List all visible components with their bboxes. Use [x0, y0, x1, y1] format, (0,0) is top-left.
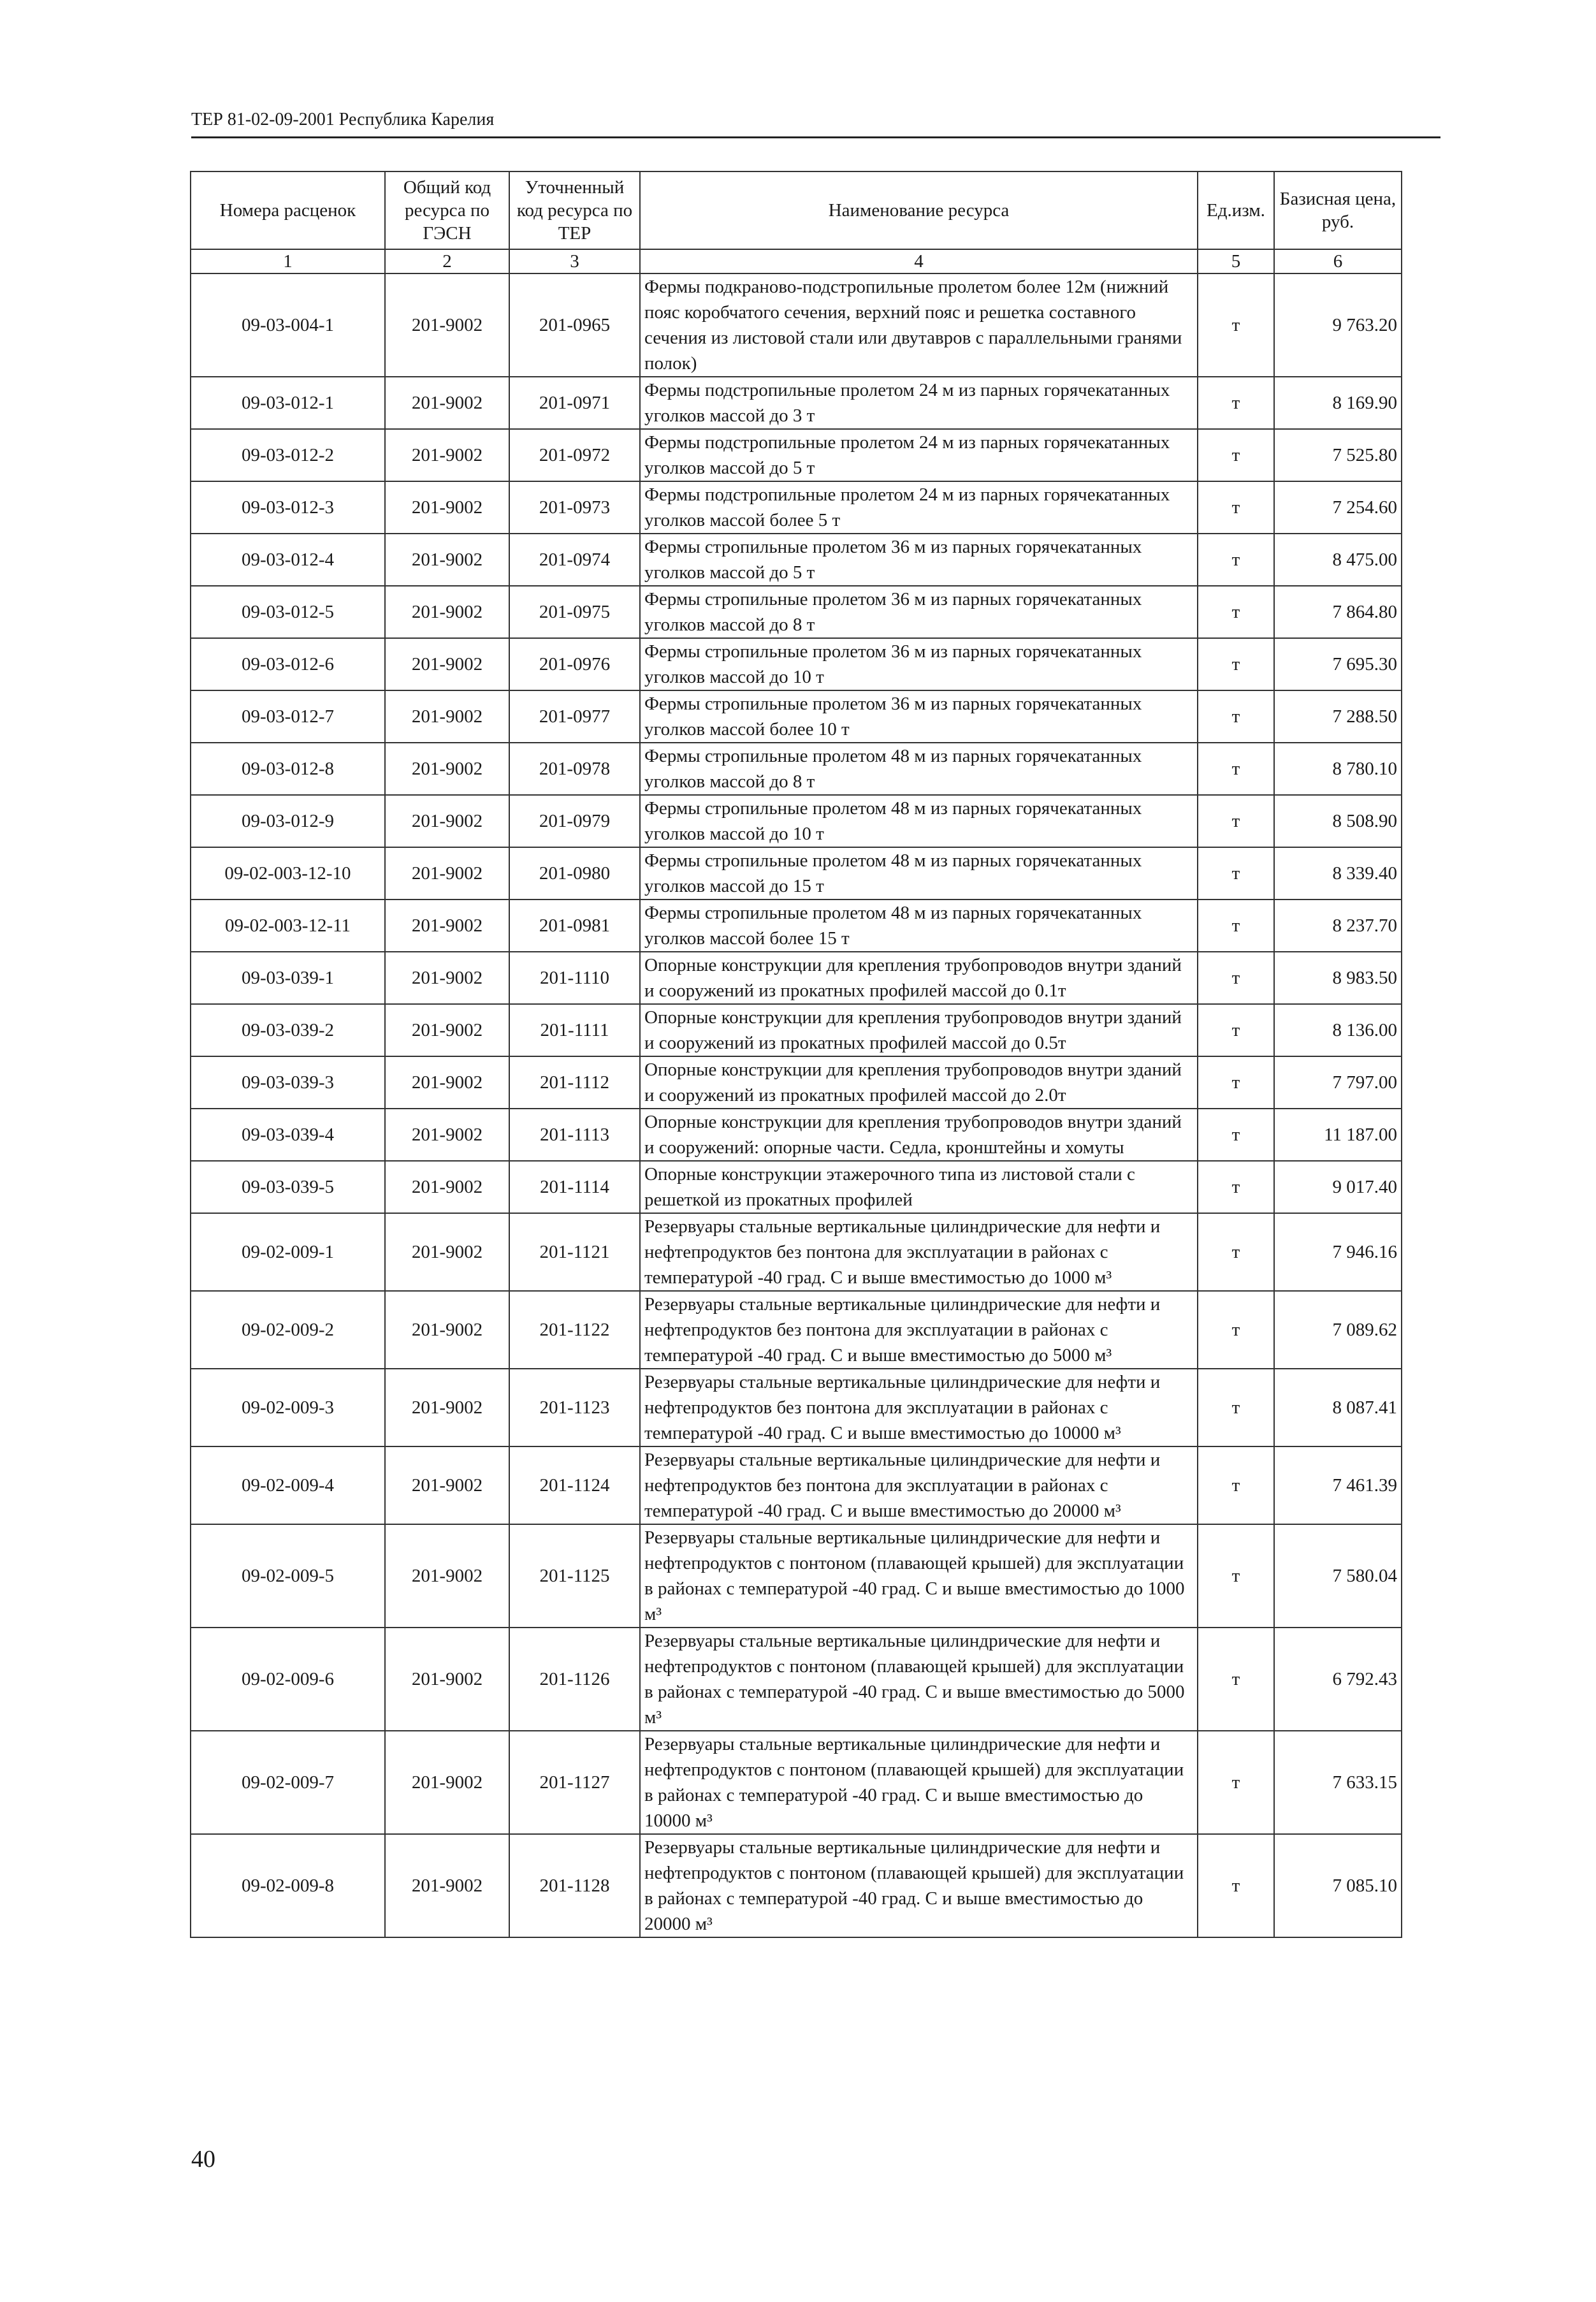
base-price: 8 475.00 — [1274, 534, 1402, 586]
resource-name: Фермы стропильные пролетом 48 м из парных горячекатанных уголков массой до 8 т — [640, 743, 1198, 795]
table-row — [191, 847, 1402, 900]
unit: т — [1198, 1834, 1274, 1937]
base-price: 8 136.00 — [1274, 1004, 1402, 1056]
rate-code: 09-02-003-12-10 — [191, 847, 385, 900]
base-price: 7 797.00 — [1274, 1056, 1402, 1109]
gesn-code: 201-9002 — [385, 952, 509, 1004]
unit: т — [1198, 1291, 1274, 1369]
ter-code: 201-0977 — [509, 690, 640, 743]
ter-code: 201-0974 — [509, 534, 640, 586]
ter-code: 201-0971 — [509, 377, 640, 429]
ter-code: 201-0979 — [509, 795, 640, 847]
column-number-row — [191, 249, 1402, 273]
unit: т — [1198, 586, 1274, 638]
ter-code: 201-1127 — [509, 1731, 640, 1834]
table-row — [191, 1628, 1402, 1731]
gesn-code: 201-9002 — [385, 586, 509, 638]
unit: т — [1198, 1213, 1274, 1291]
unit: т — [1198, 1004, 1274, 1056]
resource-name: Фермы подкраново-подстропильные пролетом более 12м (нижний пояс коробчатого сечения, верхний пояс и решетка составного сечения из листовой стали или двутавров с параллельными гранями полок) — [640, 273, 1198, 377]
table-row — [191, 1213, 1402, 1291]
header-rule — [191, 136, 1440, 138]
gesn-code: 201-9002 — [385, 429, 509, 481]
gesn-code: 201-9002 — [385, 1213, 509, 1291]
rate-code: 09-03-039-3 — [191, 1056, 385, 1109]
ter-code: 201-1126 — [509, 1628, 640, 1731]
resource-name: Фермы стропильные пролетом 36 м из парных горячекатанных уголков массой более 10 т — [640, 690, 1198, 743]
base-price: 11 187.00 — [1274, 1109, 1402, 1161]
base-price: 8 169.90 — [1274, 377, 1402, 429]
table-row — [191, 1834, 1402, 1937]
unit: т — [1198, 690, 1274, 743]
table-row — [191, 900, 1402, 952]
column-header: Ед.изм. — [1198, 171, 1274, 249]
gesn-code: 201-9002 — [385, 1628, 509, 1731]
table-row — [191, 1731, 1402, 1834]
resource-name: Резервуары стальные вертикальные цилиндрические для нефти и нефтепродуктов с понтоном (плавающей крышей) для эксплуатации в районах с температурой -40 град. С и выше вместимостью до 20000 м³ — [640, 1834, 1198, 1937]
table-row — [191, 1369, 1402, 1446]
gesn-code: 201-9002 — [385, 1056, 509, 1109]
resource-name: Фермы подстропильные пролетом 24 м из парных горячекатанных уголков массой до 3 т — [640, 377, 1198, 429]
resource-name: Фермы подстропильные пролетом 24 м из парных горячекатанных уголков массой более 5 т — [640, 481, 1198, 534]
resource-name: Опорные конструкции для крепления трубопроводов внутри зданий и сооружений из прокатных профилей массой до 0.5т — [640, 1004, 1198, 1056]
table-row — [191, 1004, 1402, 1056]
base-price: 8 087.41 — [1274, 1369, 1402, 1446]
rate-code: 09-03-012-6 — [191, 638, 385, 690]
column-number: 1 — [191, 249, 385, 273]
resource-name: Фермы подстропильные пролетом 24 м из парных горячекатанных уголков массой до 5 т — [640, 429, 1198, 481]
gesn-code: 201-9002 — [385, 795, 509, 847]
column-header: Наименование ресурса — [640, 171, 1198, 249]
rate-code: 09-03-012-7 — [191, 690, 385, 743]
rate-code: 09-02-009-5 — [191, 1524, 385, 1628]
resource-name: Резервуары стальные вертикальные цилиндрические для нефти и нефтепродуктов без понтона для эксплуатации в районах с температурой -40 град. С и выше вместимостью до 1000 м³ — [640, 1213, 1198, 1291]
gesn-code: 201-9002 — [385, 690, 509, 743]
base-price: 7 288.50 — [1274, 690, 1402, 743]
base-price: 9 763.20 — [1274, 273, 1402, 377]
table-row — [191, 1161, 1402, 1213]
resource-name: Опорные конструкции этажерочного типа из листовой стали с решеткой из прокатных профилей — [640, 1161, 1198, 1213]
rate-code: 09-02-009-6 — [191, 1628, 385, 1731]
resource-name: Фермы стропильные пролетом 48 м из парных горячекатанных уголков массой более 15 т — [640, 900, 1198, 952]
unit: т — [1198, 1731, 1274, 1834]
table-row — [191, 377, 1402, 429]
unit: т — [1198, 1628, 1274, 1731]
ter-code: 201-0965 — [509, 273, 640, 377]
ter-code: 201-0981 — [509, 900, 640, 952]
column-header: Базисная цена, руб. — [1274, 171, 1402, 249]
base-price: 8 780.10 — [1274, 743, 1402, 795]
ter-code: 201-0975 — [509, 586, 640, 638]
gesn-code: 201-9002 — [385, 638, 509, 690]
gesn-code: 201-9002 — [385, 1834, 509, 1937]
rate-code: 09-02-009-2 — [191, 1291, 385, 1369]
base-price: 7 633.15 — [1274, 1731, 1402, 1834]
table-row — [191, 690, 1402, 743]
rate-code: 09-03-012-8 — [191, 743, 385, 795]
ter-code: 201-1123 — [509, 1369, 640, 1446]
unit: т — [1198, 1446, 1274, 1524]
table-row — [191, 1446, 1402, 1524]
unit: т — [1198, 1524, 1274, 1628]
resource-name: Фермы стропильные пролетом 48 м из парных горячекатанных уголков массой до 15 т — [640, 847, 1198, 900]
resource-name: Резервуары стальные вертикальные цилиндрические для нефти и нефтепродуктов без понтона для эксплуатации в районах с температурой -40 град. С и выше вместимостью до 20000 м³ — [640, 1446, 1198, 1524]
unit: т — [1198, 638, 1274, 690]
resource-name: Резервуары стальные вертикальные цилиндрические для нефти и нефтепродуктов с понтоном (плавающей крышей) для эксплуатации в районах с температурой -40 град. С и выше вместимостью до 10000 м³ — [640, 1731, 1198, 1834]
table-body — [191, 273, 1402, 1937]
base-price: 7 864.80 — [1274, 586, 1402, 638]
unit: т — [1198, 534, 1274, 586]
rate-code: 09-02-009-4 — [191, 1446, 385, 1524]
table-row — [191, 952, 1402, 1004]
resource-name: Фермы стропильные пролетом 36 м из парных горячекатанных уголков массой до 10 т — [640, 638, 1198, 690]
gesn-code: 201-9002 — [385, 534, 509, 586]
gesn-code: 201-9002 — [385, 1446, 509, 1524]
ter-code: 201-1122 — [509, 1291, 640, 1369]
column-number: 5 — [1198, 249, 1274, 273]
resource-name: Резервуары стальные вертикальные цилиндрические для нефти и нефтепродуктов без понтона для эксплуатации в районах с температурой -40 град. С и выше вместимостью до 10000 м³ — [640, 1369, 1198, 1446]
table-row — [191, 534, 1402, 586]
gesn-code: 201-9002 — [385, 1291, 509, 1369]
column-header: Номера расценок — [191, 171, 385, 249]
table-row — [191, 1056, 1402, 1109]
rate-code: 09-03-039-2 — [191, 1004, 385, 1056]
rate-code: 09-03-039-5 — [191, 1161, 385, 1213]
table-row — [191, 481, 1402, 534]
unit: т — [1198, 1109, 1274, 1161]
rate-code: 09-03-012-1 — [191, 377, 385, 429]
table-row — [191, 743, 1402, 795]
gesn-code: 201-9002 — [385, 1731, 509, 1834]
ter-code: 201-1124 — [509, 1446, 640, 1524]
unit: т — [1198, 900, 1274, 952]
base-price: 9 017.40 — [1274, 1161, 1402, 1213]
table-row — [191, 429, 1402, 481]
gesn-code: 201-9002 — [385, 1369, 509, 1446]
rate-code: 09-03-004-1 — [191, 273, 385, 377]
base-price: 7 525.80 — [1274, 429, 1402, 481]
base-price: 8 237.70 — [1274, 900, 1402, 952]
rate-code: 09-02-003-12-11 — [191, 900, 385, 952]
resource-name: Опорные конструкции для крепления трубопроводов внутри зданий и сооружений из прокатных профилей массой до 2.0т — [640, 1056, 1198, 1109]
base-price: 6 792.43 — [1274, 1628, 1402, 1731]
unit: т — [1198, 377, 1274, 429]
page-number: 40 — [191, 2146, 215, 2173]
column-number: 4 — [640, 249, 1198, 273]
base-price: 7 089.62 — [1274, 1291, 1402, 1369]
resource-name: Фермы стропильные пролетом 48 м из парных горячекатанных уголков массой до 10 т — [640, 795, 1198, 847]
unit: т — [1198, 273, 1274, 377]
resource-name: Резервуары стальные вертикальные цилиндрические для нефти и нефтепродуктов с понтоном (плавающей крышей) для эксплуатации в районах с температурой -40 град. С и выше вместимостью до 1000 м³ — [640, 1524, 1198, 1628]
gesn-code: 201-9002 — [385, 1161, 509, 1213]
table-row — [191, 586, 1402, 638]
resource-name: Резервуары стальные вертикальные цилиндрические для нефти и нефтепродуктов без понтона для эксплуатации в районах с температурой -40 град. С и выше вместимостью до 5000 м³ — [640, 1291, 1198, 1369]
ter-code: 201-0972 — [509, 429, 640, 481]
gesn-code: 201-9002 — [385, 1004, 509, 1056]
base-price: 8 983.50 — [1274, 952, 1402, 1004]
ter-code: 201-1121 — [509, 1213, 640, 1291]
ter-code: 201-1111 — [509, 1004, 640, 1056]
rate-code: 09-03-012-2 — [191, 429, 385, 481]
resource-name: Фермы стропильные пролетом 36 м из парных горячекатанных уголков массой до 5 т — [640, 534, 1198, 586]
unit: т — [1198, 847, 1274, 900]
rate-code: 09-03-012-9 — [191, 795, 385, 847]
ter-code: 201-0980 — [509, 847, 640, 900]
ter-code: 201-0978 — [509, 743, 640, 795]
resource-table — [190, 171, 1402, 1938]
table-row — [191, 273, 1402, 377]
ter-code: 201-0976 — [509, 638, 640, 690]
gesn-code: 201-9002 — [385, 743, 509, 795]
column-number: 6 — [1274, 249, 1402, 273]
unit: т — [1198, 795, 1274, 847]
ter-code: 201-1128 — [509, 1834, 640, 1937]
rate-code: 09-03-012-4 — [191, 534, 385, 586]
resource-name: Резервуары стальные вертикальные цилиндрические для нефти и нефтепродуктов с понтоном (плавающей крышей) для эксплуатации в районах с температурой -40 град. С и выше вместимостью до 5000 м³ — [640, 1628, 1198, 1731]
base-price: 7 695.30 — [1274, 638, 1402, 690]
ter-code: 201-1125 — [509, 1524, 640, 1628]
base-price: 7 580.04 — [1274, 1524, 1402, 1628]
table-row — [191, 795, 1402, 847]
resource-name: Опорные конструкции для крепления трубопроводов внутри зданий и сооружений: опорные части. Седла, кронштейны и хомуты — [640, 1109, 1198, 1161]
rate-code: 09-02-009-1 — [191, 1213, 385, 1291]
base-price: 7 254.60 — [1274, 481, 1402, 534]
column-header: Уточненный код ресурса по ТЕР — [509, 171, 640, 249]
gesn-code: 201-9002 — [385, 273, 509, 377]
gesn-code: 201-9002 — [385, 377, 509, 429]
gesn-code: 201-9002 — [385, 481, 509, 534]
resource-name: Фермы стропильные пролетом 36 м из парных горячекатанных уголков массой до 8 т — [640, 586, 1198, 638]
column-number: 2 — [385, 249, 509, 273]
unit: т — [1198, 1369, 1274, 1446]
rate-code: 09-02-009-7 — [191, 1731, 385, 1834]
base-price: 8 339.40 — [1274, 847, 1402, 900]
unit: т — [1198, 1161, 1274, 1213]
table-row — [191, 1524, 1402, 1628]
gesn-code: 201-9002 — [385, 847, 509, 900]
table-row — [191, 638, 1402, 690]
unit: т — [1198, 1056, 1274, 1109]
gesn-code: 201-9002 — [385, 1109, 509, 1161]
ter-code: 201-1112 — [509, 1056, 640, 1109]
ter-code: 201-1110 — [509, 952, 640, 1004]
base-price: 7 461.39 — [1274, 1446, 1402, 1524]
table-row — [191, 1109, 1402, 1161]
unit: т — [1198, 952, 1274, 1004]
rate-code: 09-03-012-5 — [191, 586, 385, 638]
ter-code: 201-1113 — [509, 1109, 640, 1161]
unit: т — [1198, 481, 1274, 534]
document-header: ТЕР 81-02-09-2001 Республика Карелия — [191, 110, 495, 129]
rate-code: 09-03-039-4 — [191, 1109, 385, 1161]
resource-name: Опорные конструкции для крепления трубопроводов внутри зданий и сооружений из прокатных профилей массой до 0.1т — [640, 952, 1198, 1004]
gesn-code: 201-9002 — [385, 1524, 509, 1628]
gesn-code: 201-9002 — [385, 900, 509, 952]
ter-code: 201-1114 — [509, 1161, 640, 1213]
unit: т — [1198, 743, 1274, 795]
table-header-row — [191, 171, 1402, 249]
table-row — [191, 1291, 1402, 1369]
base-price: 7 946.16 — [1274, 1213, 1402, 1291]
unit: т — [1198, 429, 1274, 481]
rate-code: 09-02-009-8 — [191, 1834, 385, 1937]
rate-code: 09-03-012-3 — [191, 481, 385, 534]
rate-code: 09-02-009-3 — [191, 1369, 385, 1446]
base-price: 8 508.90 — [1274, 795, 1402, 847]
ter-code: 201-0973 — [509, 481, 640, 534]
column-number: 3 — [509, 249, 640, 273]
rate-code: 09-03-039-1 — [191, 952, 385, 1004]
base-price: 7 085.10 — [1274, 1834, 1402, 1937]
column-header: Общий код ресурса по ГЭСН — [385, 171, 509, 249]
